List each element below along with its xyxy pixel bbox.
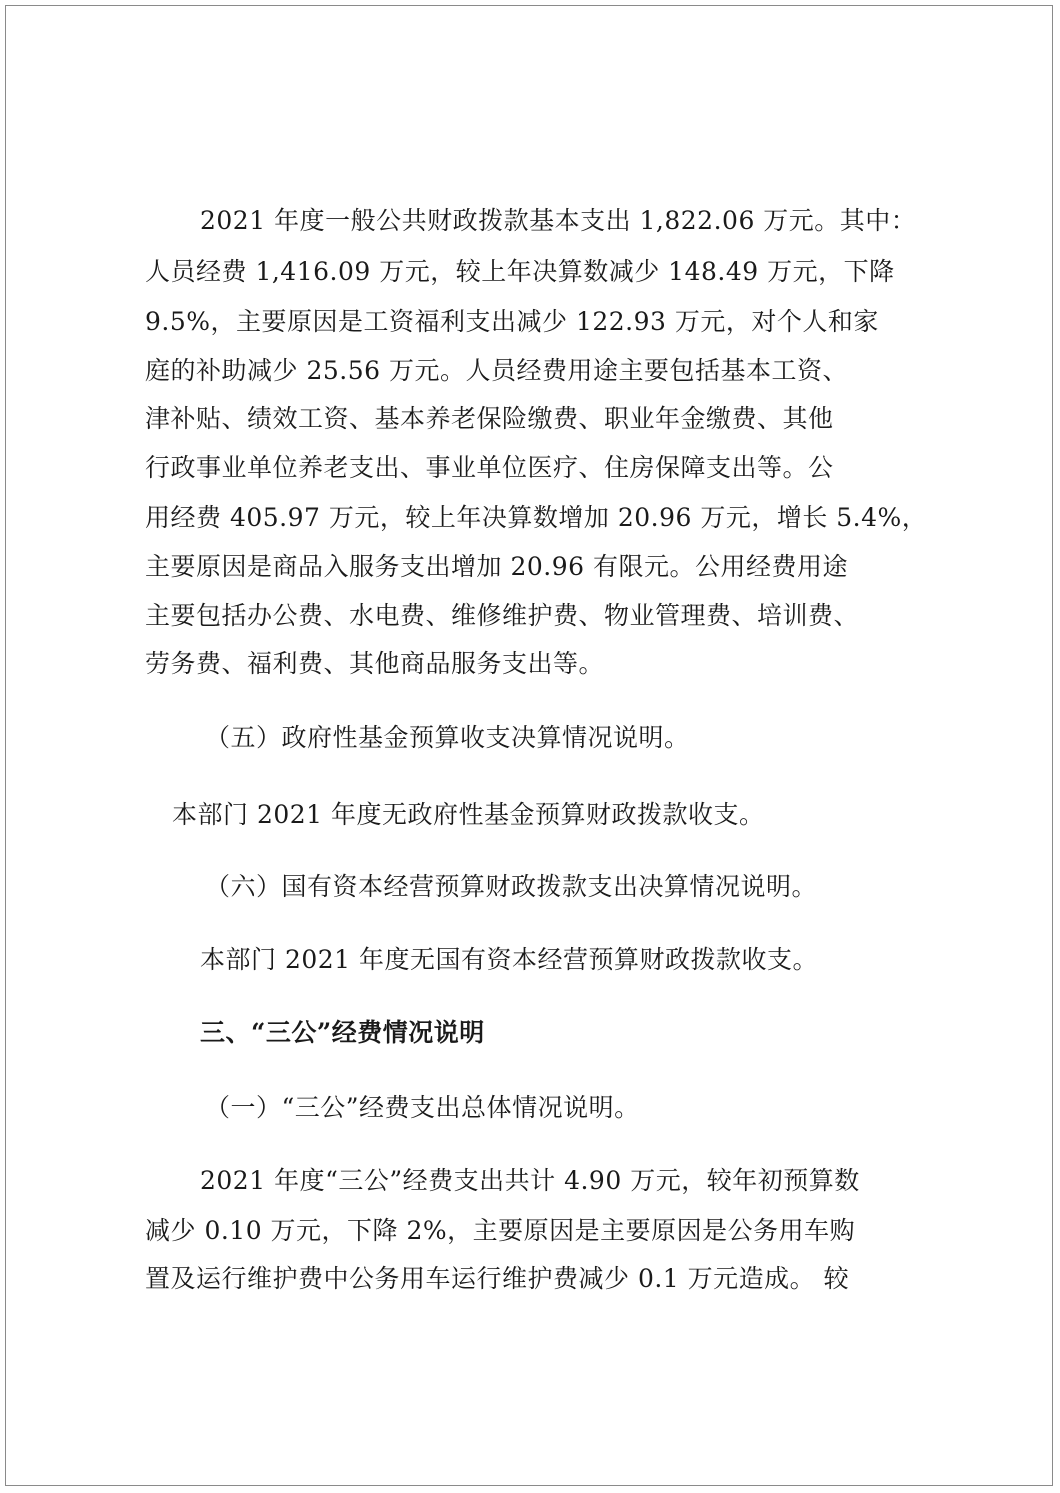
paragraph-line: 主要包括办公费、水电费、维修维护费、物业管理费、培训费、 [145,601,860,630]
paragraph-line: 9.5%，主要原因是工资福利支出减少 122.93 万元，对个人和家 [145,307,879,336]
section-heading-6: （六）国有资本经营预算财政拨款支出决算情况说明。 [205,872,818,901]
paragraph-line: 置及运行维护费中公务用车运行维护费减少 0.1 万元造成。 较 [145,1264,850,1293]
paragraph-line: 2021 年度一般公共财政拨款基本支出 1,822.06 万元。其中： [200,206,917,235]
paragraph-line: 行政事业单位养老支出、事业单位医疗、住房保障支出等。公 [145,453,834,482]
paragraph-line: 本部门 2021 年度无国有资本经营预算财政拨款收支。 [200,945,819,974]
chapter-heading: 三、“三公”经费情况说明 [200,1018,485,1047]
section-heading-5: （五）政府性基金预算收支决算情况说明。 [205,723,690,752]
paragraph-line: 劳务费、福利费、其他商品服务支出等。 [145,649,605,678]
paragraph-line: 2021 年度“三公”经费支出共计 4.90 万元，较年初预算数 [200,1166,860,1195]
paragraph-line: 主要原因是商品入服务支出增加 20.96 有限元。公用经费用途 [145,552,848,581]
paragraph-line: 庭的补助减少 25.56 万元。人员经费用途主要包括基本工资、 [145,356,848,385]
paragraph-line: 减少 0.10 万元，下降 2%，主要原因是主要原因是公务用车购 [145,1216,856,1245]
section-heading-1: （一）“三公”经费支出总体情况说明。 [205,1093,640,1122]
paragraph-line: 津补贴、绩效工资、基本养老保险缴费、职业年金缴费、其他 [145,404,834,433]
paragraph-line: 用经费 405.97 万元，较上年决算数增加 20.96 万元，增长 5.4%， [145,503,928,532]
paragraph-line: 人员经费 1,416.09 万元，较上年决算数减少 148.49 万元，下降 [145,257,895,286]
paragraph-line: 本部门 2021 年度无政府性基金预算财政拨款收支。 [172,800,765,829]
